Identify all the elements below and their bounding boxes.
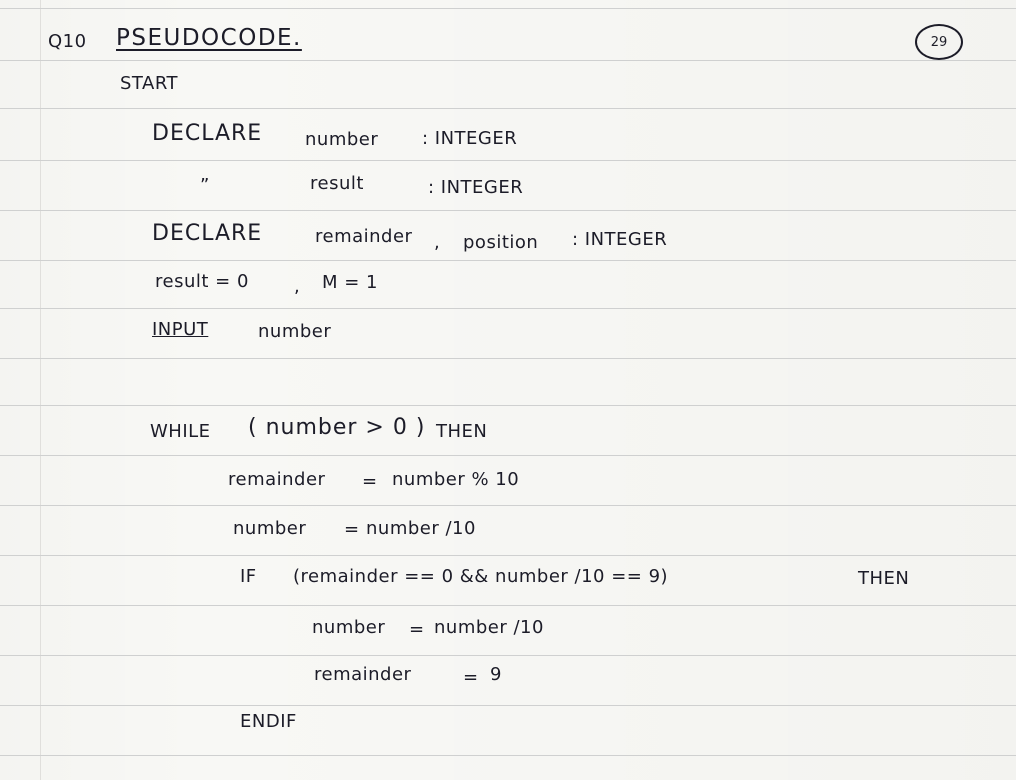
ruled-line <box>0 655 1016 656</box>
input-keyword: INPUT <box>152 319 209 340</box>
type-integer: : INTEGER <box>572 229 668 250</box>
var-remainder: remainder <box>315 226 413 247</box>
var-position: position <box>463 232 539 253</box>
ruled-line <box>0 160 1016 161</box>
declare-keyword: DECLARE <box>152 221 263 246</box>
ruled-line <box>0 210 1016 211</box>
if-keyword: IF <box>240 566 257 587</box>
inner-number-rhs: number /10 <box>434 617 544 638</box>
inner-remainder-lhs: remainder <box>314 664 412 685</box>
ditto-mark: ” <box>200 175 210 196</box>
if-then-keyword: THEN <box>858 568 910 589</box>
equals: = <box>409 619 425 640</box>
result-init: result = 0 <box>155 271 249 292</box>
inner-number-lhs: number <box>312 617 386 638</box>
ruled-line <box>0 405 1016 406</box>
while-keyword: WHILE <box>150 421 211 442</box>
while-condition: ( number > 0 ) <box>248 415 426 440</box>
m-init: M = 1 <box>322 272 379 293</box>
type-integer: : INTEGER <box>422 128 518 149</box>
comma: , <box>294 276 301 297</box>
var-number: number <box>305 129 379 150</box>
remainder-rhs: number % 10 <box>392 469 520 490</box>
ruled-line <box>0 60 1016 61</box>
margin-line <box>40 0 41 780</box>
type-integer: : INTEGER <box>428 177 524 198</box>
equals: = <box>463 667 479 688</box>
var-result: result <box>310 173 364 194</box>
question-number: Q10 <box>48 31 87 52</box>
ruled-line <box>0 108 1016 109</box>
page-title: PSEUDOCODE. <box>116 25 302 51</box>
ruled-line <box>0 358 1016 359</box>
remainder-lhs: remainder <box>228 469 326 490</box>
equals: = <box>362 471 378 492</box>
declare-keyword: DECLARE <box>152 121 263 146</box>
equals: = <box>344 519 360 540</box>
if-condition: (remainder == 0 && number /10 == 9) <box>293 566 669 587</box>
page-number-circle: 29 <box>915 24 963 60</box>
ruled-line <box>0 260 1016 261</box>
number-rhs: number /10 <box>366 518 476 539</box>
ruled-line <box>0 8 1016 9</box>
ruled-line <box>0 505 1016 506</box>
input-var: number <box>258 321 332 342</box>
endif-keyword: ENDIF <box>240 711 297 732</box>
ruled-line <box>0 605 1016 606</box>
ruled-line <box>0 308 1016 309</box>
ruled-line <box>0 455 1016 456</box>
inner-remainder-rhs: 9 <box>490 664 502 685</box>
comma: , <box>434 232 441 253</box>
ruled-line <box>0 555 1016 556</box>
number-lhs: number <box>233 518 307 539</box>
start-keyword: START <box>120 73 179 94</box>
ruled-line <box>0 755 1016 756</box>
ruled-line <box>0 705 1016 706</box>
then-keyword: THEN <box>436 421 488 442</box>
